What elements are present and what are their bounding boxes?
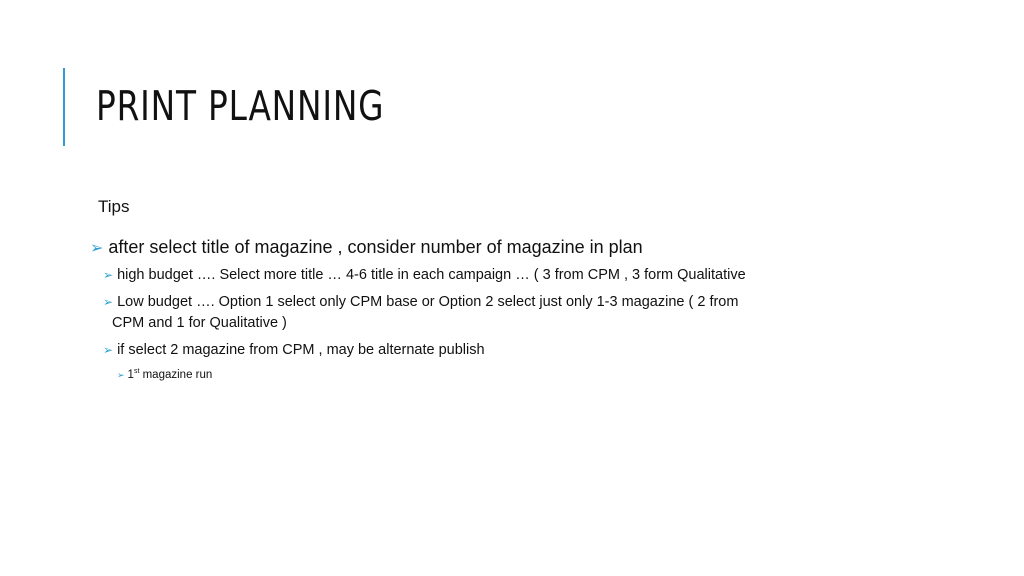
bullet-text-continuation: CPM and 1 for Qualitative ) [112, 315, 287, 331]
tips-label: Tips [98, 197, 130, 216]
arrowhead-bullet-icon: ➢ [103, 295, 114, 309]
bullet-text: Low budget …. Option 1 select only CPM base or Option 2 select just only 1-3 magazine ( 2 from [117, 294, 739, 310]
bullet-ordinal: 1 [127, 368, 134, 381]
arrowhead-bullet-icon: ➢ [90, 240, 104, 257]
bullet-text: if select 2 magazine from CPM , may be alternate publish [117, 342, 485, 358]
bullet-level1 [90, 237, 643, 258]
bullet-level2-alternate [103, 342, 485, 358]
bullet-text: magazine run [139, 368, 213, 381]
slide-title: PRINT PLANNING [96, 82, 385, 130]
arrowhead-bullet-icon: ➢ [103, 343, 114, 357]
arrowhead-bullet-icon: ➢ [103, 268, 114, 282]
arrowhead-bullet-icon: ➢ [117, 369, 125, 380]
bullet-level2-high-budget [103, 267, 746, 283]
bullet-text: high budget …. Select more title … 4-6 title in each campaign … ( 3 from CPM , 3 form Qualitative [117, 267, 746, 283]
bullet-level3-magazine-run [117, 368, 212, 381]
title-accent-bar [63, 68, 65, 146]
bullet-ordinal-suffix: st [133, 368, 140, 375]
bullet-level2-low-budget [103, 294, 738, 310]
bullet-text: after select title of magazine , consider number of magazine in plan [108, 237, 643, 257]
